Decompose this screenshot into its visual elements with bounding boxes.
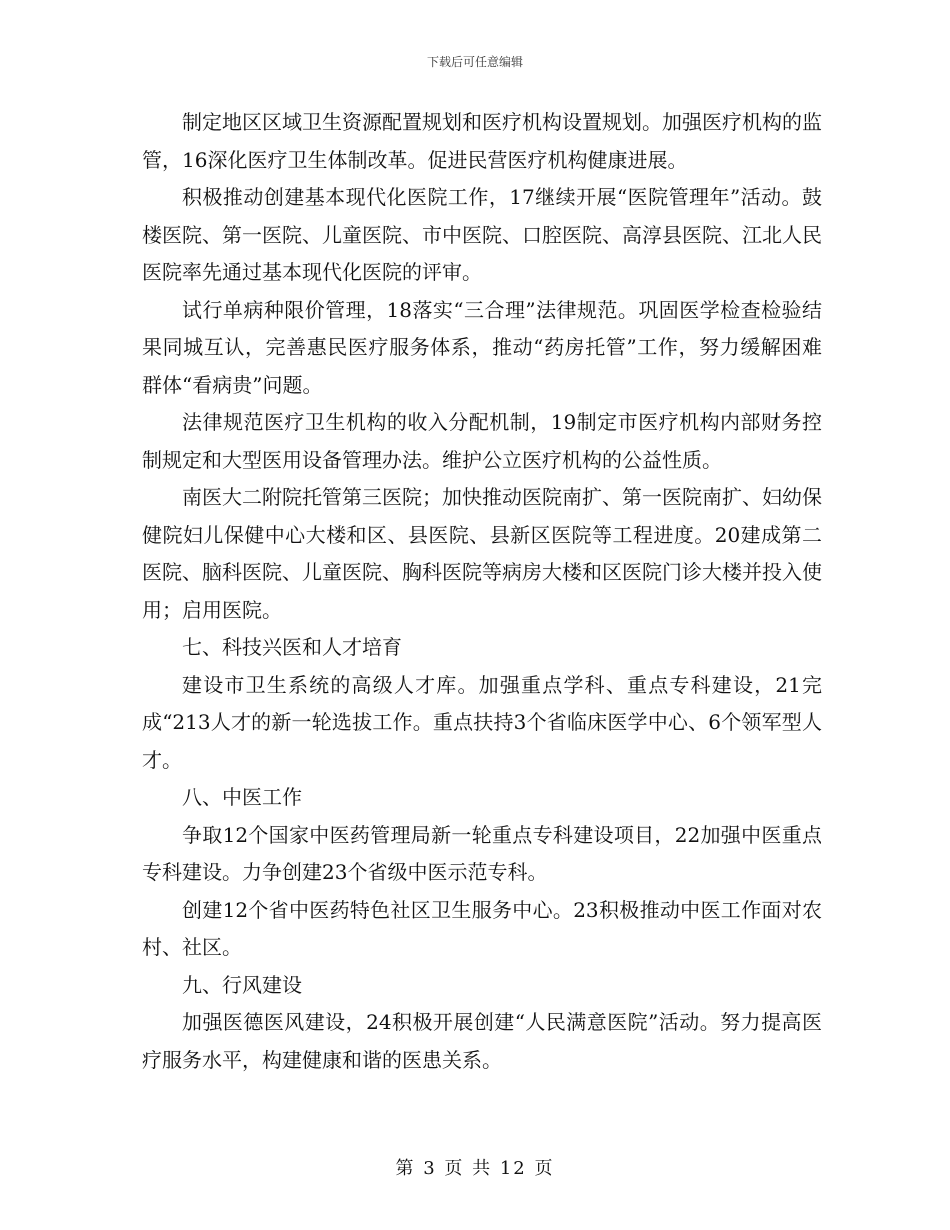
section-heading: 八、中医工作 bbox=[182, 785, 302, 809]
paragraph: 建设市卫生系统的高级人才库。加强重点学科、重点专科建设，21完成“213人才的新一轮选拔工作。重点扶持3个省临床医学中心、6个领军型人才。 bbox=[142, 672, 822, 772]
paragraph: 制定地区区域卫生资源配置规划和医疗机构设置规划。加强医疗机构的监管，16深化医疗卫生体制改革。促进民营医疗机构健康进展。 bbox=[142, 110, 822, 172]
paragraph: 南医大二附院托管第三医院；加快推动医院南扩、第一医院南扩、妇幼保健院妇儿保健中心大楼和区、县医院、县新区医院等工程进度。20建成第二医院、脑科医院、儿童医院、胸科医院等病房大楼和区医院门诊大楼并投入使用；启用医院。 bbox=[142, 485, 822, 622]
paragraph: 法律规范医疗卫生机构的收入分配机制，19制定市医疗机构内部财务控制规定和大型医用设备管理办法。维护公立医疗机构的公益性质。 bbox=[142, 410, 822, 472]
paragraph: 创建12个省中医药特色社区卫生服务中心。23积极推动中医工作面对农村、社区。 bbox=[142, 897, 822, 959]
paragraph: 试行单病种限价管理，18落实“三合理”法律规范。巩固医学检查检验结果同城互认，完善惠民医疗服务体系，推动“药房托管”工作，努力缓解困难群体“看病贵”问题。 bbox=[142, 297, 822, 397]
section-heading: 七、科技兴医和人才培育 bbox=[182, 635, 402, 659]
paragraph: 争取12个国家中医药管理局新一轮重点专科建设项目，22加强中医重点专科建设。力争创建23个省级中医示范专科。 bbox=[142, 822, 822, 884]
paragraph: 积极推动创建基本现代化医院工作，17继续开展“医院管理年”活动。鼓楼医院、第一医院、儿童医院、市中医院、口腔医院、高淳县医院、江北人民医院率先通过基本现代化医院的评审。 bbox=[142, 185, 822, 284]
paragraph: 加强医德医风建设，24积极开展创建“人民满意医院”活动。努力提高医疗服务水平，构建健康和谐的医患关系。 bbox=[142, 1010, 822, 1072]
document-body bbox=[142, 104, 822, 1079]
page-number-footer: 第 3 页 共 12 页 bbox=[395, 1158, 555, 1179]
section-heading: 九、行风建设 bbox=[182, 972, 302, 997]
page-header-note: 下载后可任意编辑 bbox=[426, 55, 523, 69]
